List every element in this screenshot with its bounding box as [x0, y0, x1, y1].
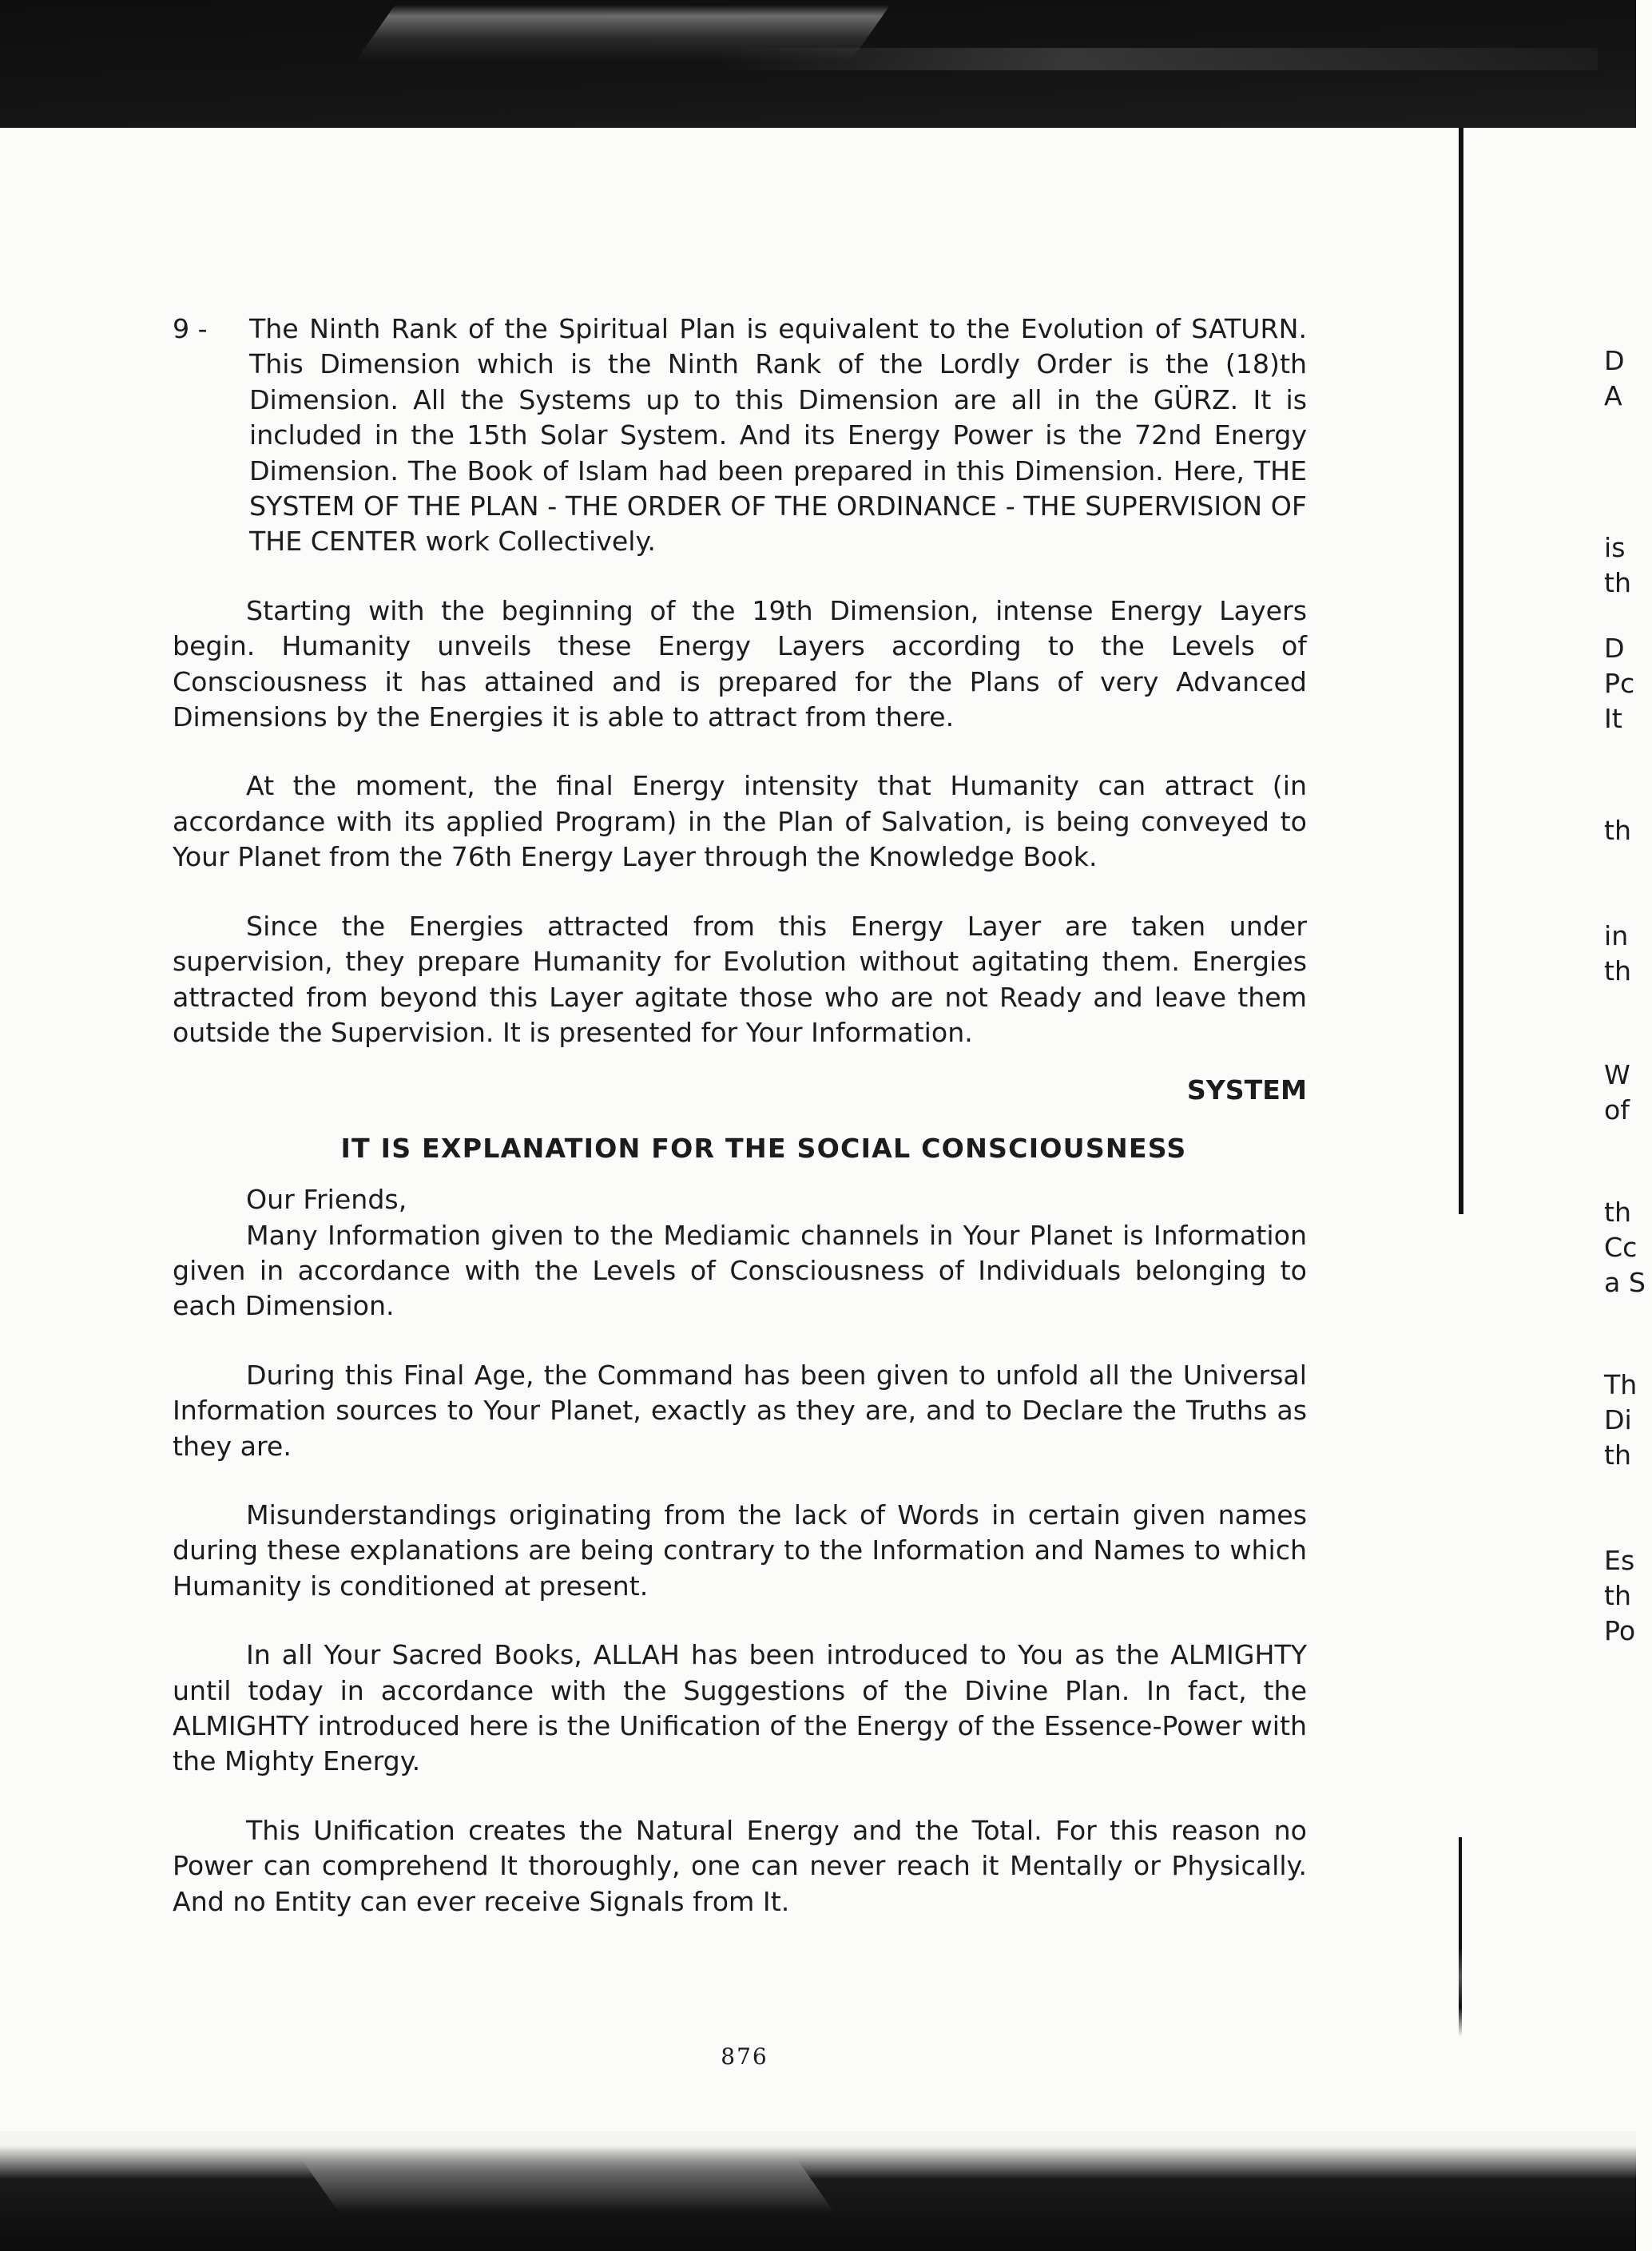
- fragment: th: [1604, 815, 1632, 846]
- paragraph: Misunderstandings originating from the lack of Words in certain given names during these explanations are being contrary to the Information and Names to which Humanity is conditioned at present.: [173, 1499, 1307, 1602]
- signature: SYSTEM: [1186, 1074, 1307, 1106]
- page-body: [173, 312, 1307, 1920]
- item-number: 9 -: [173, 313, 208, 344]
- fragment: Es: [1604, 1545, 1635, 1576]
- paragraph: In all Your Sacred Books, ALLAH has been introduced to You as the ALMIGHTY until today in accordance with the Suggestions of the Divine Plan. In fact, the ALMIGHTY introduced here is the Unification of the Energy of the Essence-Power with the Mighty Energy.: [173, 1639, 1307, 1777]
- paragraph: During this Final Age, the Command has been given to unfold all the Universal Information sources to Your Planet, exactly as they are, and to Declare the Truths as they are.: [173, 1359, 1307, 1462]
- fragment: D: [1604, 633, 1625, 664]
- fragment: of: [1604, 1094, 1630, 1126]
- fragment: Po: [1604, 1615, 1636, 1646]
- fragment: th: [1604, 1580, 1632, 1611]
- paragraph: This Unification creates the Natural Energy and the Total. For this reason no Power can comprehend It thoroughly, one can never reach it Mentally or Physically. And no Entity can ever receive Signals from It.: [173, 1814, 1307, 1917]
- fragment: th: [1604, 567, 1632, 598]
- item-text: The Ninth Rank of the Spiritual Plan is equivalent to the Evolution of SATURN. This Dimension which is the Ninth Rank of the Lordly Order is the (18)th Dimension. All the Systems up to this Dimension are all in the GÜRZ. It is included in the 15th Solar System. And its Energy Power is the 72nd Energy Dimension. The Book of Islam had been prepared in this Dimension. Here, THE SYSTEM OF THE PLAN - THE ORDER OF THE ORDINANCE - THE SUPERVISION OF THE CENTER work Collectively.: [249, 313, 1307, 558]
- page-number: 876: [721, 2043, 768, 2070]
- fragment: Cc: [1604, 1232, 1638, 1263]
- fragment: Th: [1604, 1369, 1638, 1400]
- section-heading: IT IS EXPLANATION FOR THE SOCIAL CONSCIOUSNESS: [340, 1132, 1187, 1164]
- page-gutter-edge: [1459, 1837, 1462, 2037]
- fragment: W: [1604, 1059, 1630, 1090]
- fragment: is: [1604, 532, 1626, 563]
- fragment: A: [1604, 380, 1622, 411]
- fragment: Pc: [1604, 668, 1635, 699]
- numbered-item-9: [173, 312, 1307, 560]
- paragraph: At the moment, the final Energy intensity that Humanity can attract (in accordance with its applied Program) in the Plan of Salvation, is being conveyed to Your Planet from the 76th Energy Layer through the Knowledge Book.: [173, 770, 1307, 873]
- paragraph: Starting with the beginning of the 19th Dimension, intense Energy Layers begin. Humanity unveils these Energy Layers according to the Levels of Consciousness it has attained and is prepared for the Plans of very Advanced Dimensions by the Energies it is able to attract from there.: [173, 594, 1307, 733]
- fragment: It: [1604, 703, 1622, 734]
- fragment: in: [1604, 920, 1629, 951]
- fragment: th: [1604, 1197, 1632, 1228]
- fragment: th: [1604, 955, 1632, 987]
- salutation: Our Friends,: [246, 1184, 407, 1216]
- fragment: a S: [1604, 1267, 1646, 1298]
- page-gutter-edge: [1459, 128, 1463, 1214]
- next-page-fragments: [1604, 343, 1652, 1701]
- fragment: th: [1604, 1439, 1632, 1471]
- scan-glare: [300, 2157, 834, 2213]
- fragment: D: [1604, 345, 1625, 376]
- fragment: Di: [1604, 1404, 1632, 1435]
- scan-glare: [719, 48, 1598, 70]
- paragraph: Many Information given to the Mediamic channels in Your Planet is Information given in accordance with the Levels of Consciousness of Individuals belonging to each Dimension.: [173, 1219, 1307, 1322]
- paragraph: Since the Energies attracted from this Energy Layer are taken under supervision, they prepare Humanity for Evolution without agitating them. Energies attracted from beyond this Layer agitate those who are not Ready and leave them outside the Supervision. It is presented for Your Information.: [173, 910, 1307, 1048]
